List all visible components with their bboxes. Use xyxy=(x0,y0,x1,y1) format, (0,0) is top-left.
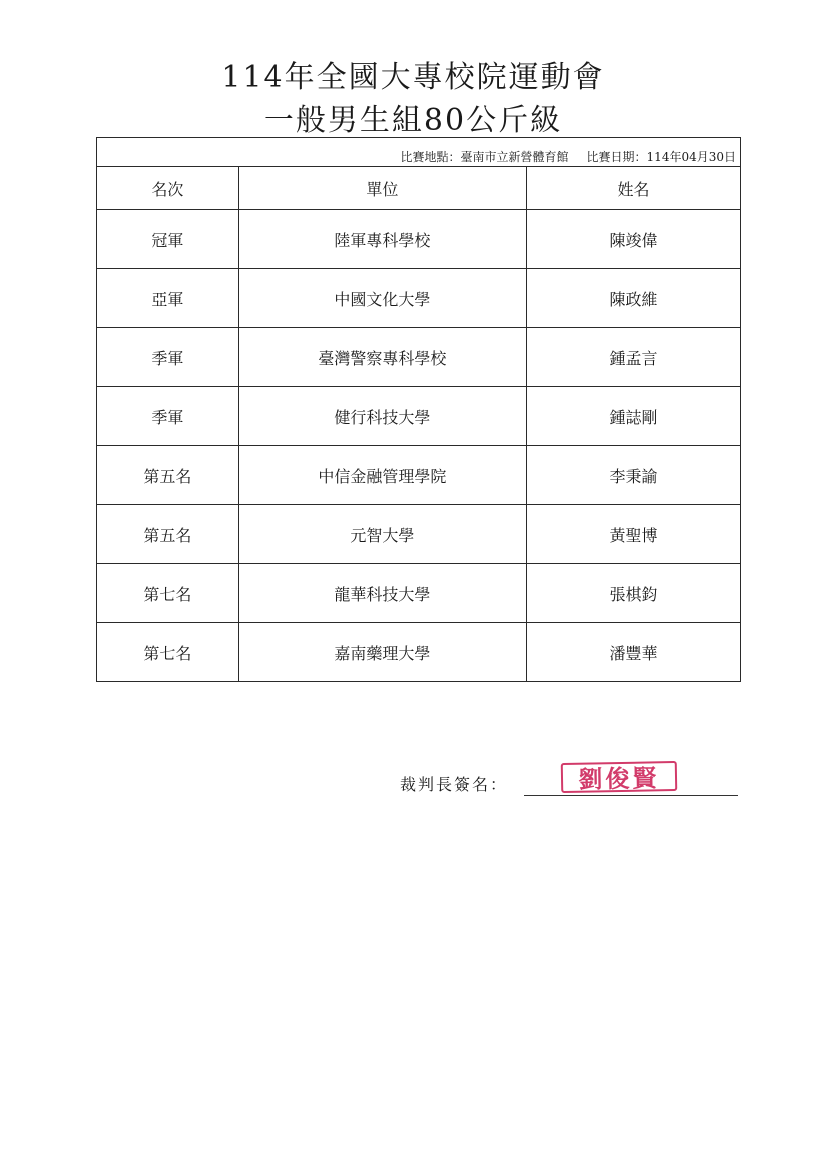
date-text: 比賽日期：114年04月30日 xyxy=(586,149,736,164)
unit-cell: 中信金融管理學院 xyxy=(238,446,526,505)
document-subtitle: 一般男生組80公斤級 xyxy=(263,103,563,138)
name-cell: 陳竣偉 xyxy=(526,210,740,269)
rank-cell: 季軍 xyxy=(97,328,239,387)
rank-cell: 冠軍 xyxy=(97,210,239,269)
rank-cell: 亞軍 xyxy=(97,269,239,328)
table-row xyxy=(97,328,741,387)
header-unit: 單位 xyxy=(238,167,526,210)
table-row xyxy=(97,269,741,328)
table-row xyxy=(97,623,741,682)
name-cell: 陳政維 xyxy=(526,269,740,328)
name-cell: 張棋鈞 xyxy=(526,564,740,623)
name-cell: 鍾誌剛 xyxy=(526,387,740,446)
rank-cell: 第七名 xyxy=(97,623,239,682)
name-cell: 李秉諭 xyxy=(526,446,740,505)
unit-cell: 嘉南藥理大學 xyxy=(238,623,526,682)
rank-cell: 第五名 xyxy=(97,505,239,564)
table-row xyxy=(97,446,741,505)
table-row xyxy=(97,210,741,269)
unit-cell: 健行科技大學 xyxy=(238,387,526,446)
rank-cell: 第五名 xyxy=(97,446,239,505)
unit-cell: 中國文化大學 xyxy=(238,269,526,328)
document-title: 114年全國大專校院運動會 xyxy=(221,60,605,95)
unit-cell: 龍華科技大學 xyxy=(238,564,526,623)
table-row xyxy=(97,564,741,623)
header-rank: 名次 xyxy=(97,167,239,210)
name-cell: 鍾孟言 xyxy=(526,328,740,387)
name-cell: 潘豐華 xyxy=(526,623,740,682)
unit-cell: 元智大學 xyxy=(238,505,526,564)
rank-cell: 季軍 xyxy=(97,387,239,446)
unit-cell: 臺灣警察專科學校 xyxy=(238,328,526,387)
signature-line xyxy=(524,795,738,796)
unit-cell: 陸軍專科學校 xyxy=(238,210,526,269)
table-row xyxy=(97,505,741,564)
competition-info-row xyxy=(97,146,741,167)
rank-cell: 第七名 xyxy=(97,564,239,623)
table-header-row xyxy=(97,167,741,210)
header-name: 姓名 xyxy=(526,167,740,210)
venue-text: 比賽地點：臺南市立新營體育館 xyxy=(400,149,569,164)
table-top-spacer xyxy=(97,138,741,147)
results-table xyxy=(96,137,741,682)
name-cell: 黃聖博 xyxy=(526,505,740,564)
signature-stamp: 劉俊賢 xyxy=(561,761,678,793)
chief-referee-signature-label: 裁判長簽名： xyxy=(400,775,509,794)
table-row xyxy=(97,387,741,446)
